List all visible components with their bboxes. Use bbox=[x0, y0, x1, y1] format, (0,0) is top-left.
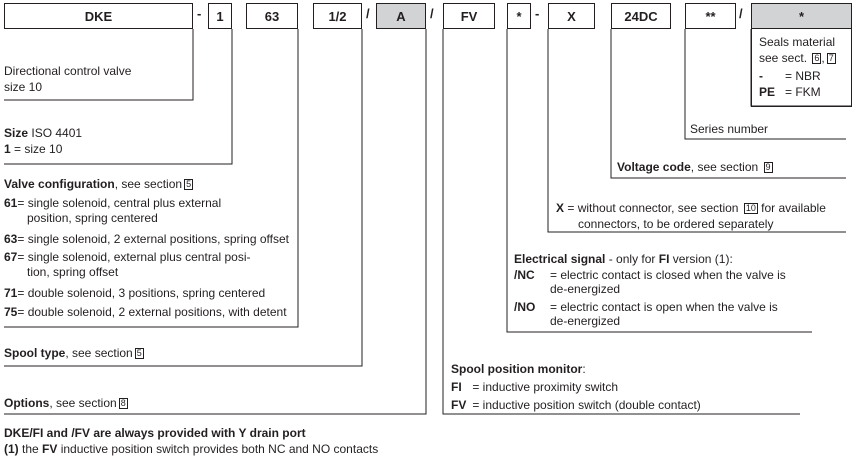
electrical-text: = electric contact is closed when the valve is bbox=[550, 268, 786, 282]
valve-config-key: 63 bbox=[4, 232, 18, 246]
code-field-spool-type: 1/2 bbox=[313, 3, 362, 29]
valve-config-key: 61 bbox=[4, 196, 18, 210]
code-field-dke: DKE bbox=[4, 3, 193, 29]
electrical-title: Electrical signal bbox=[514, 252, 606, 266]
valve-config-text: = single solenoid, external plus central posi- bbox=[17, 250, 251, 264]
size-item-key: 1 bbox=[4, 142, 11, 156]
code-field-configuration: 63 bbox=[246, 3, 298, 29]
valve-config-text: = single solenoid, 2 external positions, spring offset bbox=[17, 232, 289, 246]
electrical-sub-fi: FI bbox=[658, 252, 670, 266]
spool-monitor-colon: : bbox=[582, 362, 586, 376]
spool-type-title: Spool type bbox=[4, 346, 66, 360]
voltage-see: , see section bbox=[690, 160, 759, 174]
footnote-text-c: inductive position switch provides both NC and NO contacts bbox=[57, 442, 379, 456]
code-field-options: A bbox=[376, 3, 426, 29]
section-ref: 5 bbox=[186, 179, 192, 189]
valve-config-text: = double solenoid, 3 positions, spring centered bbox=[17, 286, 266, 300]
seals-see bbox=[759, 50, 836, 66]
footnote-text-a: the bbox=[18, 442, 43, 456]
footnote-key: (1) bbox=[4, 442, 19, 456]
valve-config-item bbox=[4, 195, 221, 211]
section-ref: 8 bbox=[120, 398, 126, 408]
valve-size-label: size 10 bbox=[4, 80, 43, 94]
connector-item bbox=[556, 200, 826, 216]
spool-type-see: , see section bbox=[65, 346, 133, 360]
spool-monitor-item bbox=[451, 379, 618, 395]
code-separator: / bbox=[430, 6, 434, 21]
size-heading bbox=[4, 125, 82, 141]
electrical-text-cont: de-energized bbox=[550, 314, 621, 328]
code-field-electrical-signal: * bbox=[507, 3, 531, 29]
electrical-key: /NC bbox=[514, 268, 535, 282]
code-separator: - bbox=[197, 6, 202, 21]
options-heading bbox=[4, 395, 128, 411]
code-field-seals: * bbox=[751, 3, 852, 29]
section-ref: 7 bbox=[828, 53, 834, 63]
spool-monitor-text: = inductive proximity switch bbox=[469, 380, 619, 394]
note-drain-port: DKE/FI and /FV are always provided with Y drain port bbox=[4, 426, 306, 440]
valve-config-item bbox=[4, 304, 287, 320]
valve-config-item bbox=[4, 231, 289, 247]
note-footnote bbox=[4, 441, 378, 457]
valve-config-key: 67 bbox=[4, 250, 18, 264]
electrical-key: /NO bbox=[514, 300, 536, 314]
seals-key: - bbox=[759, 69, 763, 83]
valve-config-heading bbox=[4, 176, 193, 192]
voltage-heading bbox=[617, 159, 773, 175]
seals-text: = FKM bbox=[785, 85, 821, 99]
code-field-spool-monitor: FV bbox=[443, 3, 495, 29]
electrical-text-cont: de-energized bbox=[550, 282, 621, 296]
spool-monitor-key: FV bbox=[451, 398, 467, 412]
seals-item bbox=[759, 84, 821, 100]
seals-key: PE bbox=[759, 85, 776, 99]
electrical-sub-c: version (1): bbox=[669, 252, 733, 266]
valve-config-item bbox=[4, 285, 265, 301]
electrical-heading bbox=[514, 251, 733, 267]
connector-key: X bbox=[556, 201, 565, 215]
valve-config-key: 71 bbox=[4, 286, 18, 300]
valve-config-see: , see section bbox=[114, 177, 183, 191]
spool-type-heading bbox=[4, 345, 144, 361]
size-title: Size bbox=[4, 126, 29, 140]
valve-config-title: Valve configuration bbox=[4, 177, 115, 191]
valve-description: Directional control valve bbox=[4, 64, 132, 78]
size-norm: ISO 4401 bbox=[31, 126, 83, 140]
section-ref: 5 bbox=[136, 348, 142, 358]
valve-config-text: = double solenoid, 2 external positions, with detent bbox=[17, 305, 287, 319]
valve-config-item bbox=[4, 249, 251, 265]
electrical-text: = electric contact is open when the valve is bbox=[550, 300, 778, 314]
electrical-sub-a: - only for bbox=[605, 252, 659, 266]
size-item bbox=[4, 141, 62, 157]
spool-monitor-key: FI bbox=[451, 380, 462, 394]
valve-config-text-cont: tion, spring offset bbox=[27, 265, 119, 279]
voltage-title: Voltage code bbox=[617, 160, 691, 174]
seals-ref-sep: , bbox=[821, 51, 825, 65]
series-number-label: Series number bbox=[690, 122, 769, 136]
spool-monitor-title: Spool position monitor bbox=[451, 362, 583, 376]
code-separator: / bbox=[366, 6, 370, 21]
code-field-connector: X bbox=[548, 3, 595, 29]
seals-item bbox=[759, 68, 821, 84]
code-separator: / bbox=[739, 6, 743, 21]
connector-text: = without connector, see section bbox=[567, 201, 739, 215]
valve-config-text: = single solenoid, central plus external bbox=[17, 196, 222, 210]
footnote-fv: FV bbox=[42, 442, 58, 456]
options-title: Options bbox=[4, 396, 50, 410]
section-ref: 10 bbox=[745, 203, 756, 213]
size-item-text: = size 10 bbox=[14, 142, 63, 156]
section-ref: 9 bbox=[765, 162, 771, 172]
code-separator: - bbox=[535, 6, 540, 21]
section-ref: 6 bbox=[814, 53, 820, 63]
spool-monitor-item bbox=[451, 397, 701, 413]
code-field-size: 1 bbox=[208, 3, 232, 29]
valve-config-key: 75 bbox=[4, 305, 18, 319]
spool-monitor-text: = inductive position switch (double contact) bbox=[469, 398, 701, 412]
connector-text-cont: connectors, to be ordered separately bbox=[578, 217, 774, 231]
seals-text: = NBR bbox=[785, 69, 821, 83]
options-see: , see section bbox=[49, 396, 117, 410]
connector-text-end: for available bbox=[761, 201, 826, 215]
valve-config-text-cont: position, spring centered bbox=[27, 211, 158, 225]
code-field-voltage: 24DC bbox=[611, 3, 671, 29]
seals-title: Seals material bbox=[759, 35, 836, 49]
code-field-series: ** bbox=[685, 3, 736, 29]
spool-monitor-heading bbox=[451, 361, 586, 377]
seals-see-text: see sect. bbox=[759, 51, 808, 65]
